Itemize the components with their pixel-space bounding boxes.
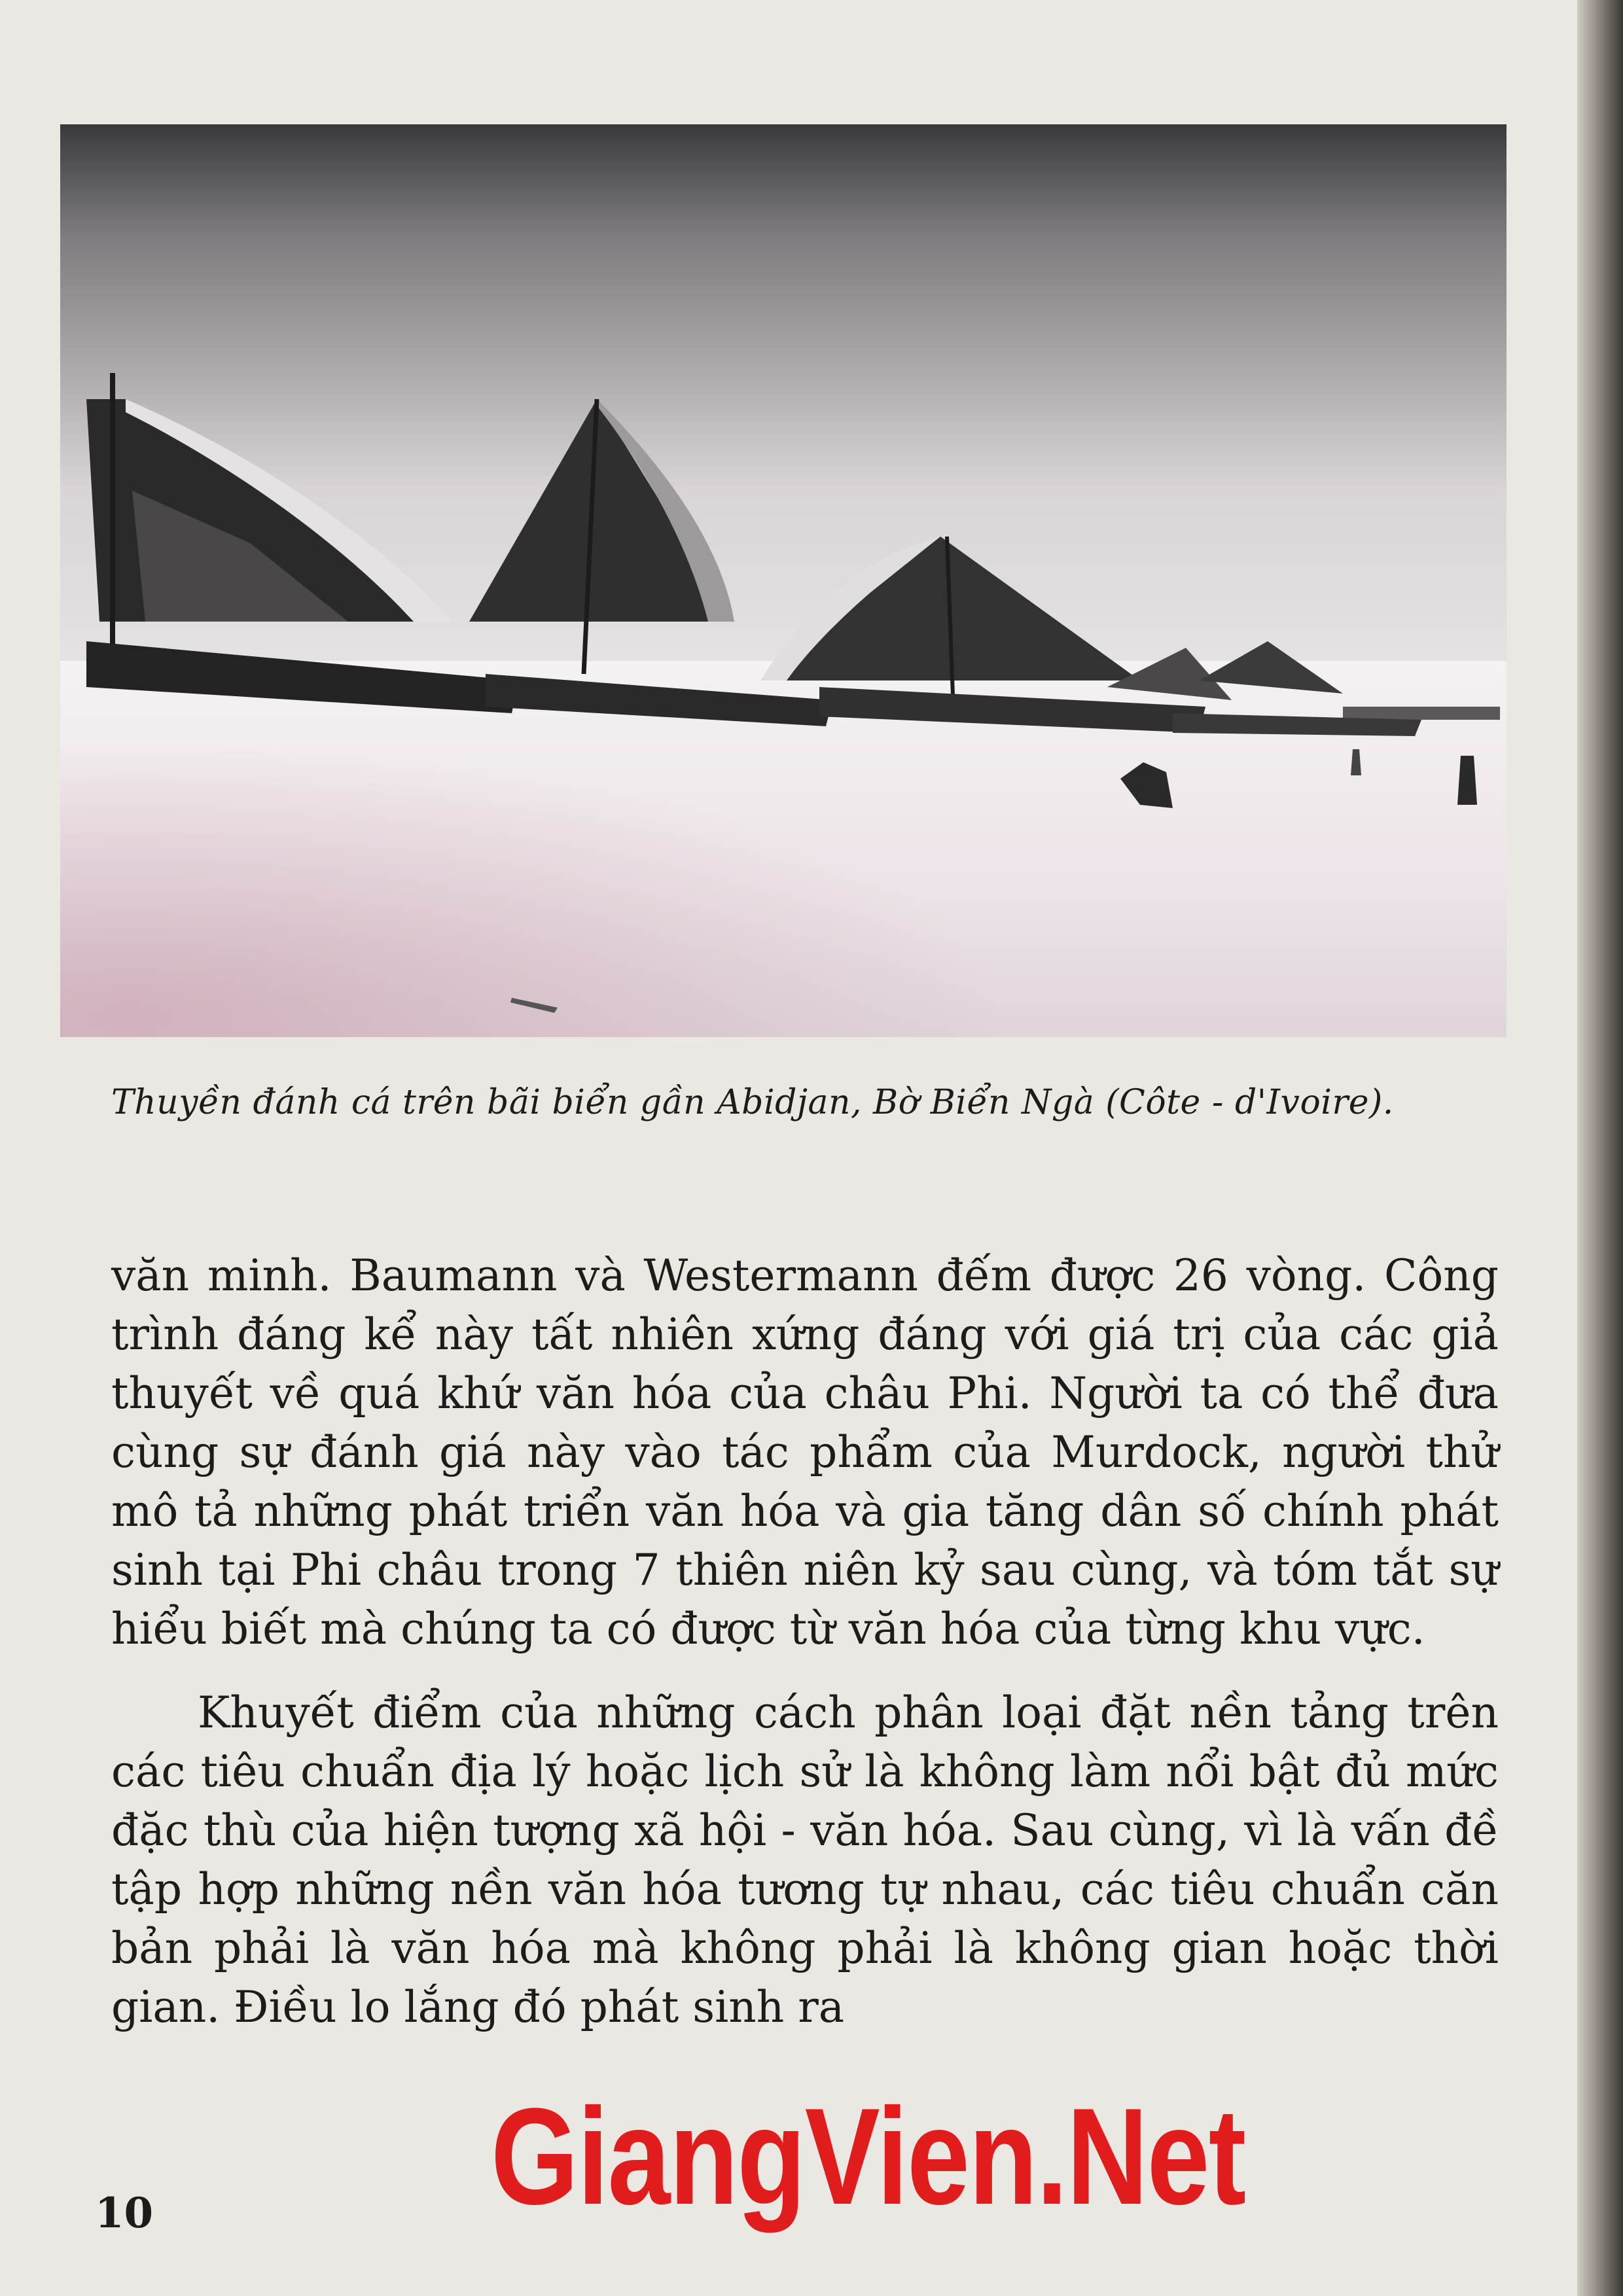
photo-caption: Thuyền đánh cá trên bãi biển gần Abidjan, Bờ Biển Ngà (Côte - d'Ivoire). <box>111 1083 1394 1122</box>
watermark: GiangVien.Net <box>491 2079 1245 2233</box>
paragraph-1: văn minh. Baumann và Westermann đếm được 26 vòng. Công trình đáng kể này tất nhiên xứng đáng với giá trị của các giả thuyết về quá khứ văn hóa của châu Phi. Người ta có thể đưa cùng sự đánh giá này vào tác phẩm của Murdock, người thử mô tả những phát triển văn hóa và gia tăng dân số chính phát sinh tại Phi châu trong 7 thiên niên kỷ sau cùng, và tóm tắt sự hiểu biết mà chúng ta có được từ văn hóa của từng khu vực. <box>111 1250 1499 1654</box>
beach-boats-photo <box>60 124 1507 1037</box>
paragraph-2: Khuyết điểm của những cách phân loại đặt nền tảng trên các tiêu chuẩn địa lý hoặc lịch sử là không làm nổi bật đủ mức đặc thù của hiện tượng xã hội - văn hóa. Sau cùng, vì là vấn đề tập hợp những nền văn hóa tương tự nhau, các tiêu chuẩn căn bản phải là văn hóa mà không phải là không gian hoặc thời gian. Điều lo lắng đó phát sinh ra <box>111 1687 1499 2032</box>
page-number: 10 <box>95 2189 154 2238</box>
body-text <box>111 1246 1499 2062</box>
page-edge <box>1577 0 1623 2296</box>
